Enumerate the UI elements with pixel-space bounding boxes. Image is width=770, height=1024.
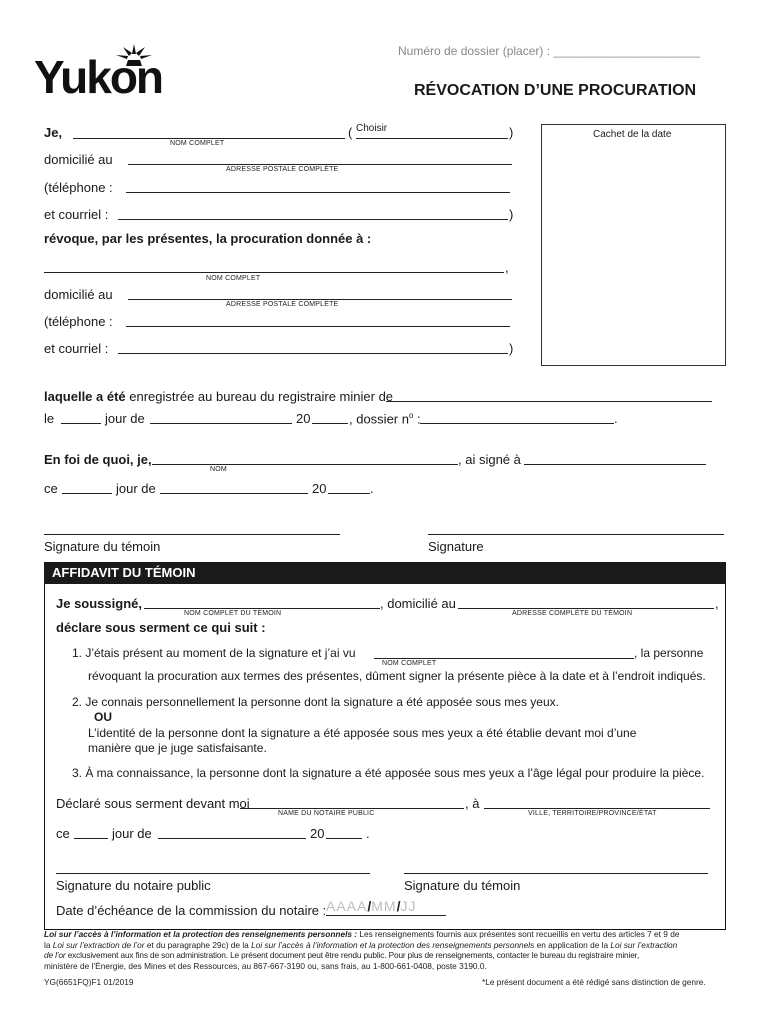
- item1-text-c: révoquant la procuration aux termes des présentes, dûment signer la présente pièce à la date et à l’endroit indiqués.: [88, 669, 706, 683]
- reg-le-label: le: [44, 411, 55, 426]
- commission-date-line: [326, 915, 446, 916]
- paren-close-3: ): [509, 341, 514, 356]
- item2-text-b: L’identité de la personne dont la signature a été apposée sous mes yeux a été établie devant moi d’une: [88, 726, 637, 740]
- notary-city-caption: VILLE, TERRITOIRE/PROVINCE/ÉTAT: [528, 810, 657, 817]
- aff-jour-de: jour de: [112, 826, 152, 841]
- at-label: , à: [465, 796, 480, 811]
- paren-close-2: ): [509, 207, 514, 222]
- date-slash-1: /: [367, 898, 372, 914]
- privacy-3b: exclusivement aux fins de son administration. Le présent document peut être rendu public. Pour plus de renseignements, contacter le bureau du registraire minier,: [65, 950, 639, 960]
- signature-field[interactable]: [428, 534, 724, 535]
- signed-place-field[interactable]: [524, 464, 706, 465]
- address-field[interactable]: [128, 164, 512, 165]
- signed-at-label: , ai signé à: [458, 452, 521, 467]
- date-stamp-box[interactable]: [541, 124, 726, 366]
- affidavit-heading: [44, 562, 726, 584]
- registration-bold: laquelle a été: [44, 389, 126, 404]
- affidavit-heading-text: AFFIDAVIT DU TÉMOIN: [52, 565, 196, 580]
- notary-name-field[interactable]: [240, 808, 464, 809]
- aff-witness-signature-field[interactable]: [404, 873, 708, 874]
- privacy-3a: de l’or: [44, 950, 66, 960]
- notary-signature-field[interactable]: [56, 873, 370, 874]
- signature-label: Signature: [428, 539, 484, 554]
- item2-text-c: manière que je juge satisfaisante.: [88, 741, 267, 755]
- registration-text: [44, 389, 393, 404]
- date-stamp-label: Cachet de la date: [593, 129, 672, 140]
- agent-address-field[interactable]: [128, 299, 512, 300]
- privacy-2c: et du paragraphe 29c) de la: [144, 939, 252, 950]
- reg-year-field[interactable]: [312, 423, 348, 424]
- date-month-placeholder: MM: [371, 898, 397, 914]
- phone-field[interactable]: [126, 192, 510, 193]
- item1-name-field[interactable]: [374, 658, 634, 659]
- privacy-2e: en application de la: [534, 939, 611, 950]
- aff-witness-signature-label: Signature du témoin: [404, 878, 521, 893]
- full-name-caption: NOM COMPLET: [170, 140, 225, 147]
- privacy-line-4: ministère de l’Énergie, des Mines et des Ressources, au 867-667-3190 ou, sans frais, au 1-800-661-0408, poste 3190.0.: [44, 960, 487, 971]
- privacy-2f: Loi sur l’extraction: [610, 939, 678, 950]
- form-code: YG(6651FQ)F1 01/2019: [44, 977, 134, 987]
- witness-name-caption: NOM COMPLET DU TÉMOIN: [184, 610, 282, 617]
- revoke-text: révoque, par les présentes, la procuration donnée à :: [44, 231, 372, 246]
- reg-dossier-label: [349, 411, 421, 426]
- signer-name-field[interactable]: [152, 464, 458, 465]
- email-field[interactable]: [118, 219, 508, 220]
- sign-day-field[interactable]: [62, 493, 112, 494]
- reg-dossier-field[interactable]: [420, 423, 614, 424]
- page-title: RÉVOCATION D’UNE PROCURATION: [414, 82, 697, 99]
- witness-address-caption: ADRESSE COMPLÈTE DU TÉMOIN: [512, 610, 633, 617]
- domicile-label: domicilié au: [44, 152, 113, 167]
- reg-jour-de: jour de: [105, 411, 145, 426]
- email-label: et courriel :: [44, 207, 109, 222]
- item1-caption: NOM COMPLET: [382, 660, 437, 667]
- signer-name-caption: NOM: [210, 466, 227, 473]
- agent-address-caption: ADRESSE POSTALE COMPLÈTE: [226, 301, 339, 308]
- period: .: [614, 411, 618, 426]
- agent-name-field[interactable]: [44, 272, 504, 273]
- aff-ce-label: ce: [56, 826, 70, 841]
- sign-jour-de: jour de: [116, 481, 156, 496]
- ce-label: ce: [44, 481, 58, 496]
- address-caption: ADRESSE POSTALE COMPLÈTE: [226, 166, 339, 173]
- commission-date-input[interactable]: [326, 898, 416, 916]
- date-slash-2: /: [396, 898, 401, 914]
- reg-dossier-colon: :: [413, 411, 421, 427]
- agent-phone-field[interactable]: [126, 326, 510, 327]
- witness-domicile-label: , domicilié au: [380, 596, 456, 611]
- aff-year-field[interactable]: [326, 838, 362, 839]
- mining-district-field[interactable]: [386, 401, 712, 402]
- privacy-2d: Loi sur l’accès à l’information et la protection des renseignements personnels: [251, 939, 535, 950]
- choose-line: [356, 138, 508, 139]
- declared-before-label: Déclaré sous serment devant moi: [56, 796, 250, 811]
- file-number-label: Numéro de dossier (placer) : ______________________: [398, 44, 701, 58]
- privacy-line-3: [44, 950, 728, 961]
- agent-email-label: et courriel :: [44, 341, 109, 356]
- je-soussigne: Je soussigné,: [56, 596, 142, 611]
- reg-year-prefix: 20: [296, 411, 311, 426]
- aff-year-prefix: 20: [310, 826, 325, 841]
- privacy-2b: Loi sur l’extraction de l’or: [52, 939, 145, 950]
- paren-close: ): [509, 125, 514, 140]
- privacy-bold: Loi sur l’accès à l’information et la protection des renseignements personnels :: [44, 929, 358, 939]
- je-label: Je,: [44, 125, 63, 140]
- logo-text: Yukon: [34, 51, 163, 103]
- gender-note: *Le présent document a été rédigé sans distinction de genre.: [482, 977, 706, 987]
- paren-open: (: [348, 125, 353, 140]
- registration-rest: enregistrée au bureau du registraire minier de: [125, 389, 394, 404]
- privacy-line-1: [44, 929, 728, 940]
- date-day-placeholder: JJ: [400, 898, 417, 914]
- declare-text: déclare sous serment ce qui suit :: [56, 620, 266, 635]
- notary-name-caption: NAME DU NOTAIRE PUBLIC: [278, 810, 375, 817]
- item1-text-a: 1. J’étais présent au moment de la signature et j’ai vu: [72, 646, 356, 660]
- item3-text: 3. À ma connaissance, la personne dont la signature a été apposée sous mes yeux a l’âge légal pour produire la pièce.: [72, 766, 705, 780]
- reg-day-field[interactable]: [61, 423, 101, 424]
- signing-bold: En foi de quoi, je,: [44, 452, 152, 467]
- yukon-logo: [34, 44, 174, 104]
- reg-dossier-text: , dossier n: [349, 411, 409, 427]
- phone-label: (téléphone :: [44, 180, 113, 195]
- choose-dropdown[interactable]: Choisir: [356, 123, 388, 134]
- item2-text-a: 2. Je connais personnellement la personne dont la signature a été apposée sous mes yeux.: [72, 695, 559, 709]
- agent-name-caption: NOM COMPLET: [206, 275, 261, 282]
- full-name-field[interactable]: [73, 138, 345, 139]
- reg-month-field[interactable]: [150, 423, 292, 424]
- privacy-line-2: [44, 940, 728, 951]
- notary-city-field[interactable]: [484, 808, 710, 809]
- notary-signature-label: Signature du notaire public: [56, 878, 211, 893]
- period-2: .: [370, 481, 374, 496]
- agent-phone-label: (téléphone :: [44, 314, 113, 329]
- item2-ou: OU: [94, 710, 112, 724]
- commission-label: Date d’échéance de la commission du notaire :: [56, 903, 327, 918]
- witness-name-field[interactable]: [144, 608, 380, 609]
- privacy-2a: la: [44, 939, 53, 950]
- period-3: .: [366, 826, 370, 841]
- comma: ,: [505, 260, 509, 275]
- aff-day-field[interactable]: [74, 838, 108, 839]
- witness-signature-field[interactable]: [44, 534, 340, 535]
- agent-email-field[interactable]: [118, 353, 508, 354]
- date-year-placeholder: AAAA: [326, 898, 368, 914]
- witness-address-field[interactable]: [458, 608, 714, 609]
- sign-year-prefix: 20: [312, 481, 327, 496]
- sign-month-field[interactable]: [160, 493, 308, 494]
- sign-year-field[interactable]: [328, 493, 370, 494]
- witness-signature-label: Signature du témoin: [44, 539, 161, 554]
- privacy-text-1: Les renseignements fournis aux présentes sont recueillis en vertu des articles 7 et 9 de: [357, 929, 680, 939]
- privacy-notice: [44, 929, 728, 971]
- item1-text-b: , la personne: [634, 646, 704, 660]
- comma-2: ,: [715, 596, 719, 611]
- agent-domicile-label: domicilié au: [44, 287, 113, 302]
- reg-dossier-sup: o: [408, 411, 414, 420]
- aff-month-field[interactable]: [158, 838, 306, 839]
